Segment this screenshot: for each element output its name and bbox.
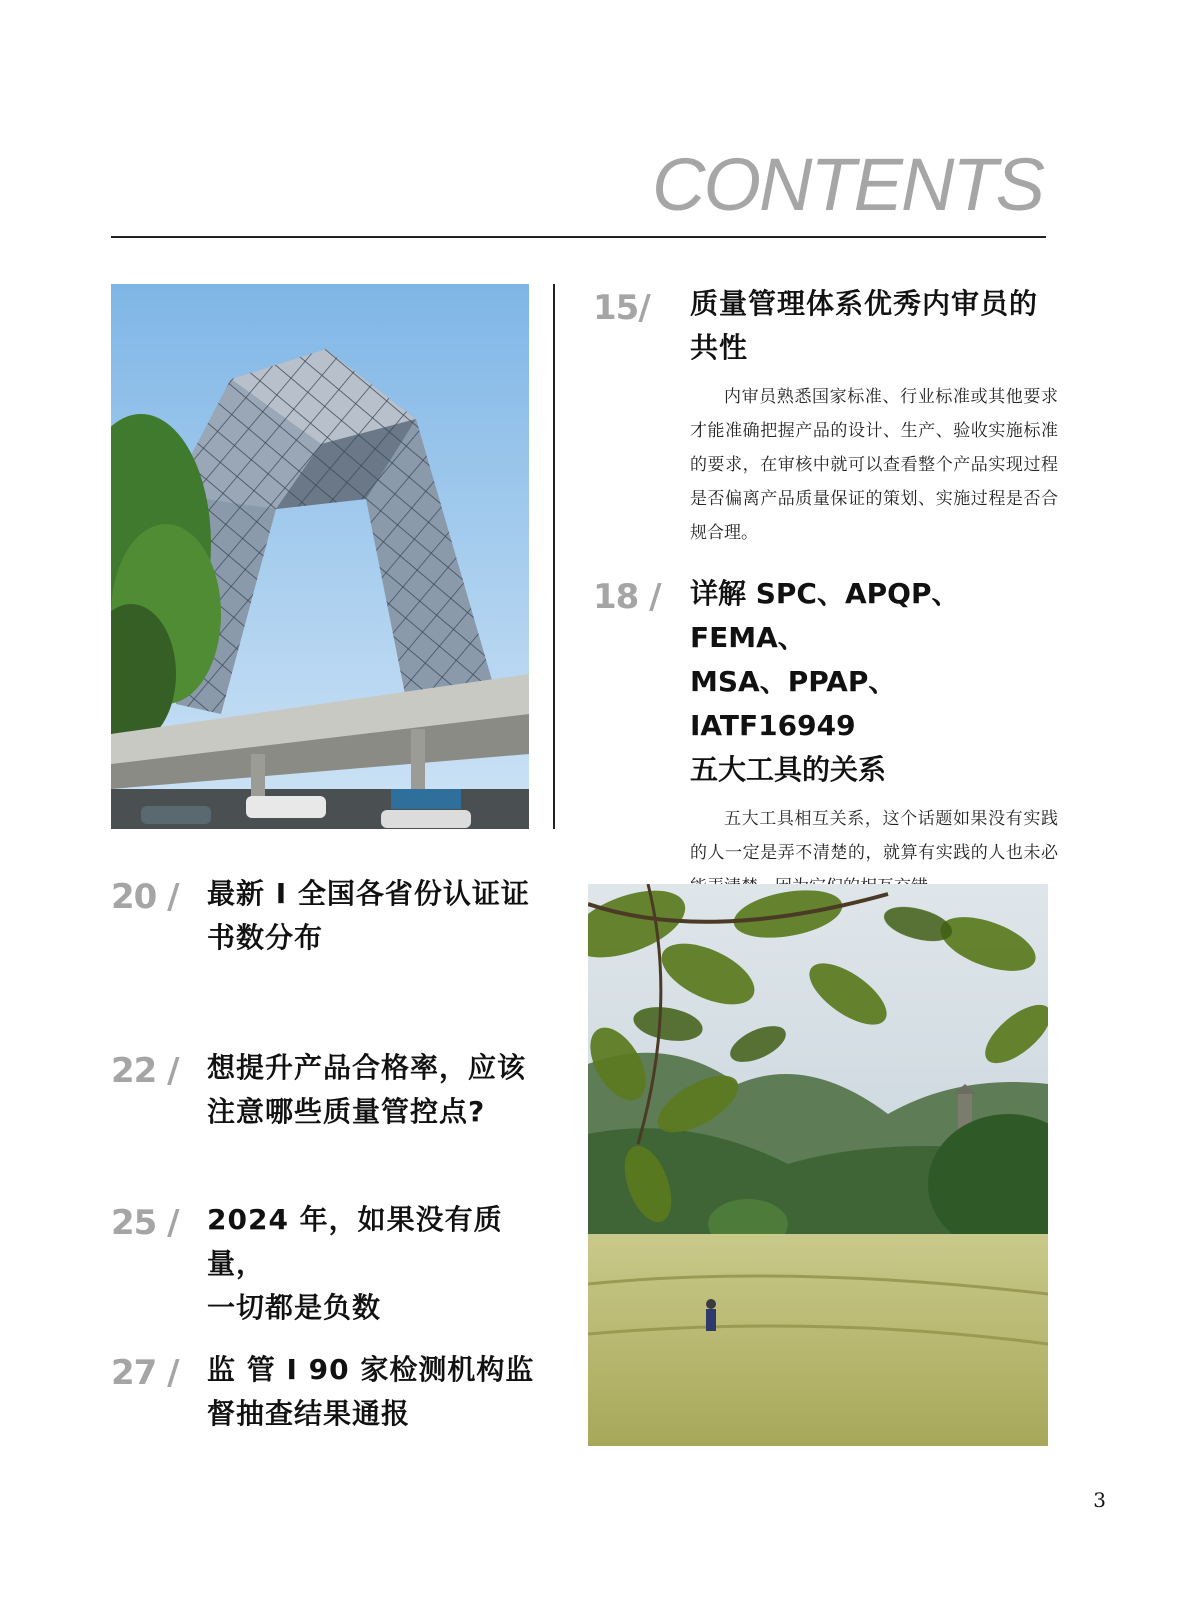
entry-title: 详解 SPC、APQP、FEMA、 MSA、PPAP、IATF16949 五大工具的关系 — [690, 577, 960, 786]
column-divider — [553, 284, 555, 829]
entry-page-number: 22 / — [111, 1051, 179, 1091]
page-number: 3 — [1093, 1488, 1106, 1512]
header-divider — [111, 236, 1046, 238]
entry-title: 最新 I 全国各省份认证证 书数分布 — [207, 877, 530, 954]
entry-title: 2024 年，如果没有质量， 一切都是负数 — [207, 1203, 503, 1324]
contents-heading: CONTENTS — [652, 143, 1043, 226]
building-photo — [111, 284, 529, 829]
entry-page-number: 20 / — [111, 877, 179, 917]
entry-page-number: 27 / — [111, 1353, 179, 1393]
toc-entry[interactable] — [690, 282, 1058, 550]
entry-title: 监 管 I 90 家检测机构监 督抽查结果通报 — [207, 1353, 535, 1430]
toc-entry[interactable] — [207, 1198, 547, 1330]
toc-entry[interactable] — [207, 872, 547, 960]
toc-entry[interactable] — [207, 1046, 547, 1134]
entry-summary: 五大工具相互关系，这个话题如果没有实践的人一定是弄不清楚的，就算有实践的人也未必 — [690, 809, 1058, 863]
toc-entry[interactable] — [690, 572, 1058, 904]
entry-title: 质量管理体系优秀内审员的 共性 — [690, 287, 1039, 364]
entry-summary: 内审员熟悉国家标准、行业标准或其他要求才能准确把握产品的设计、生产、验收实施标准的要求，在审核中就可以查看整个产品实现过程是否偏离产品质量保证的策划、实施过程是否合规合理。 — [690, 387, 1058, 543]
entry-page-number: 25 / — [111, 1203, 179, 1243]
landscape-photo — [588, 884, 1048, 1446]
toc-entry[interactable] — [207, 1348, 547, 1436]
entry-title: 想提升产品合格率，应该 注意哪些质量管控点? — [207, 1051, 527, 1128]
entry-page-number: 18 / — [593, 577, 661, 617]
entry-page-number: 15/ — [593, 288, 650, 328]
